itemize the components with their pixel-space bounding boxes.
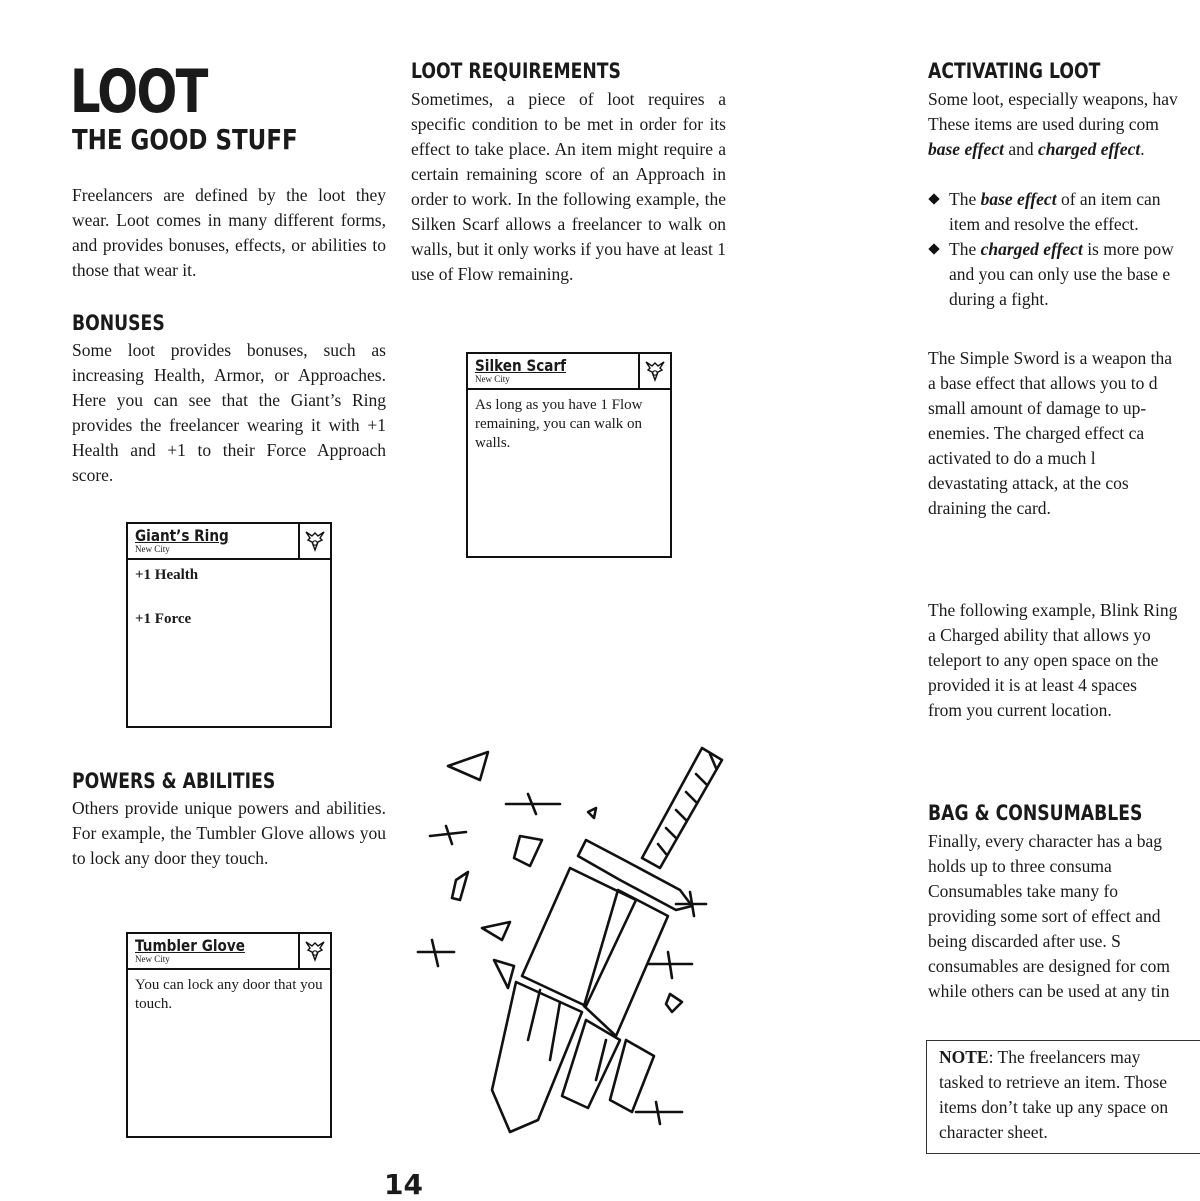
card-set: New City bbox=[135, 544, 170, 554]
page-number: 14 bbox=[384, 1168, 423, 1201]
powers-heading: POWERS & ABILITIES bbox=[72, 769, 276, 793]
activating-heading: ACTIVATING LOOT bbox=[928, 59, 1101, 83]
card-name: Tumbler Glove bbox=[135, 936, 245, 955]
card-set: New City bbox=[475, 374, 510, 384]
crest-icon bbox=[298, 524, 330, 558]
diamond-bullet-icon bbox=[928, 193, 939, 204]
card-set: New City bbox=[135, 954, 170, 964]
bag-paragraph: Finally, every character has a bag holds up to three consuma Consumables take many fo providing some sort of effect and being discarded after use. S consumables are designed for com while others can be used at any tin bbox=[928, 831, 1171, 1001]
page-subtitle: THE GOOD STUFF bbox=[72, 123, 298, 156]
diamond-bullet-icon bbox=[928, 243, 939, 254]
card-name: Silken Scarf bbox=[475, 356, 567, 375]
bag-heading: BAG & CONSUMABLES bbox=[928, 801, 1143, 825]
page-title: LOOT bbox=[70, 57, 207, 127]
giants-ring-card bbox=[126, 522, 332, 728]
requirements-paragraph: Sometimes, a piece of loot requires a specific condition to be met in order for its effect to take place. An item might require a certain remaining score of an Approach in order to work. In the following example, the Silken Scarf allows a freelancer to walk on walls, but it only works if you have at least 1 use of Flow remaining. bbox=[411, 89, 726, 284]
broken-sword-illustration bbox=[410, 740, 730, 1140]
bonuses-heading: BONUSES bbox=[72, 311, 165, 335]
tumbler-glove-card bbox=[126, 932, 332, 1138]
requirements-heading: LOOT REQUIREMENTS bbox=[411, 59, 621, 83]
bullet-charged-effect: The charged effect is more pow and you can only use the base e during a fight. bbox=[928, 237, 1200, 312]
bonuses-paragraph: Some loot provides bonuses, such as increasing Health, Armor, or Approaches. Here you can see that the Giant’s Ring provides the freelancer wearing it with +1 Health and +1 to their Force Approach score. bbox=[72, 340, 386, 485]
card-name: Giant’s Ring bbox=[135, 526, 229, 545]
card-stat-health: +1 Health bbox=[135, 567, 199, 583]
card-header bbox=[468, 354, 670, 390]
intro-paragraph: Freelancers are defined by the loot they wear. Loot comes in many different forms, and provides bonuses, effects, or abilities to those that wear it. bbox=[72, 185, 386, 280]
card-header bbox=[128, 524, 330, 560]
note-label: NOTE bbox=[939, 1047, 989, 1067]
card-text: As long as you have 1 Flow remaining, you can walk on walls. bbox=[475, 397, 643, 451]
card-text: You can lock any door that you touch. bbox=[135, 977, 323, 1012]
card-stat-force: +1 Force bbox=[135, 611, 192, 627]
activating-bullets bbox=[928, 187, 1200, 312]
crest-icon bbox=[638, 354, 670, 388]
powers-paragraph: Others provide unique powers and abilities. For example, the Tumbler Glove allows you to lock any door they touch. bbox=[72, 798, 386, 868]
crest-icon bbox=[298, 934, 330, 968]
activating-intro: Some loot, especially weapons, hav These items are used during com base effect and charged effect. bbox=[928, 89, 1178, 159]
silken-scarf-card bbox=[466, 352, 672, 558]
card-header bbox=[128, 934, 330, 970]
blink-ring-paragraph: The following example, Blink Ring a Charged ability that allows yo teleport to any open space on the provided it is at least 4 spaces from you current location. bbox=[928, 600, 1178, 720]
simple-sword-paragraph: The Simple Sword is a weapon tha a base effect that allows you to d small amount of damage to up- enemies. The charged effect ca activated to do a much l devastating attack, at the cos draining the card. bbox=[928, 348, 1172, 518]
note-box: NOTE: The freelancers may tasked to retrieve an item. Those items don’t take up any space on character sheet. bbox=[926, 1040, 1200, 1154]
bullet-base-effect: The base effect of an item can item and resolve the effect. bbox=[928, 187, 1200, 237]
